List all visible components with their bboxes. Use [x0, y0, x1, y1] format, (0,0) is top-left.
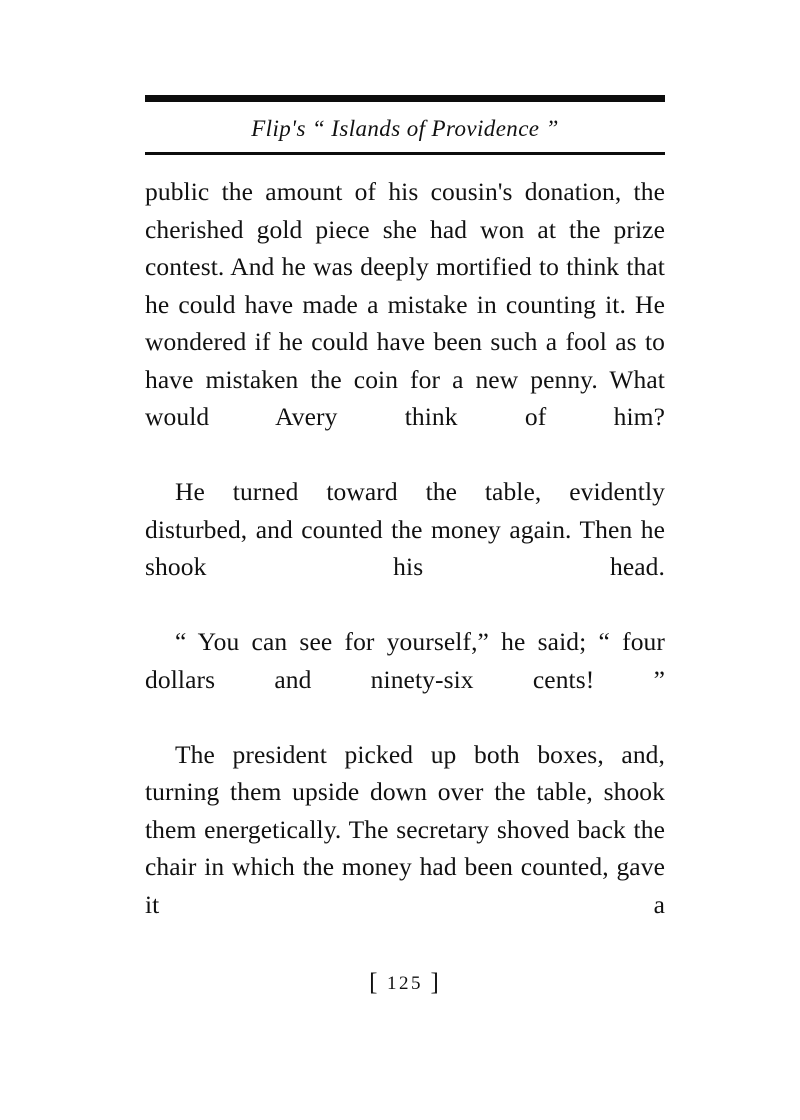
body-text [145, 173, 665, 961]
folio-number: 125 [387, 972, 423, 994]
page-folio [145, 969, 665, 997]
header-rule-thick [145, 95, 665, 102]
header-rule-thin [145, 152, 665, 155]
paragraph: The president picked up both boxes, and, turning them upside down over the table, shook them energetically. The secretary shoved back the chair in which the money had been counted, gave it a [145, 739, 665, 919]
page-content [145, 95, 665, 997]
paragraph: “ You can see for yourself,” he said; “ four dollars and ninety-six cents! ” [145, 627, 665, 694]
paragraph: public the amount of his cousin's donation, the cherished gold piece she had won at the prize contest. And he was deeply mortified to think that he could have made a mistake in counting it. He wondered if he could have been such a fool as to have mistaken the coin for a new penny. What would Avery think of him? [145, 177, 665, 431]
paragraph: He turned toward the table, evidently disturbed, and counted the money again. Then he shook his head. [145, 477, 665, 581]
folio-left-bracket: [ [369, 968, 380, 996]
folio-right-bracket: ] [430, 968, 441, 996]
running-head: Flip's “ Islands of Providence ” [251, 116, 559, 141]
